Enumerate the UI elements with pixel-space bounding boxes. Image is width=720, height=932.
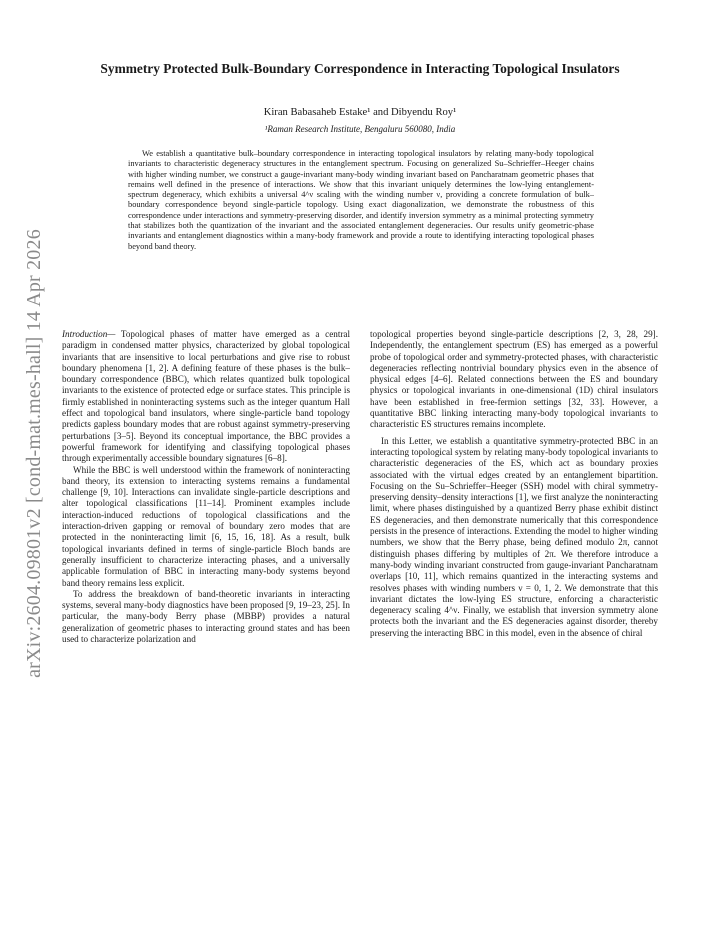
author-affiliation: ¹Raman Research Institute, Bengaluru 560080, India — [264, 124, 456, 134]
paper-title: Symmetry Protected Bulk-Boundary Correspondence in Interacting Topological Insulators — [100, 61, 620, 76]
intro-paragraph-4: topological properties beyond single-particle descriptions [2, 3, 28, 29]. Independently, the entanglement spectrum (ES) has emerged as a powerful probe of topological order and symmetry-protected phases, with characteristic degeneracies reflecting nontrivial boundary physics even in the absence of physical edges [4–6]. Related connections between the ES and boundary physics or topological invariants in one-dimensional (1D) chiral insulators have been established in free-fermion settings [32, 33]. However, a quantitative BBC linking interacting many-body topological invariants to characteristic ES structures remains incomplete. — [370, 329, 658, 430]
arxiv-identifier-stamp — [22, 228, 46, 678]
intro-paragraph-3: To address the breakdown of band-theoretic invariants in interacting systems, several many-body diagnostics have been proposed [9, 19–23, 25]. In particular, the many-body Berry phase (MBBP) provides a natural generalization of geometric phases to interacting ground states and has been used to characterize polarization and — [62, 588, 350, 645]
intro-paragraph-2: While the BBC is well understood within the framework of noninteracting band theory, its extension to interacting systems remains a fundamental challenge [9, 10]. Interactions can invalidate single-particle descriptions and alter topological classifications [11–14]. Prominent examples include interaction-induced reductions of topological classifications and the interaction-driven gapping or removal of boundary zero modes that are protected in the noninteracting limit [6, 15, 16, 18]. As a result, bulk topological invariants defined in terms of single-particle Bloch bands are generally insufficient to characterize interacting phases, and a universally applicable formulation of BBC in interacting many-body systems beyond band theory remains less explicit. — [62, 464, 350, 588]
right-column — [370, 329, 658, 639]
abstract: We establish a quantitative bulk–boundary correspondence in interacting topological insulators by relating many-body topological invariants to characteristic degeneracy structures in the entanglement spectrum. Focusing on generalized Su–Schrieffer–Heeger chains with higher winding number, we construct a gauge-invariant many-body winding invariant based on Pancharatnam geometric phases that remains well defined in the presence of interactions. We show that this invariant uniquely determines the low-lying entanglement-spectrum degeneracy, which exhibits a universal 4^ν scaling with the winding number ν, providing a concrete formulation of bulk–boundary correspondence beyond single-particle topology. Using exact diagonalization, we demonstrate the robustness of this correspondence under interactions and symmetry-preserving disorder, and identify inversion symmetry as a minimal protecting symmetry that stabilizes both the quantization of the invariant and the associated entanglement degeneracies. Our results unify geometric-phase invariants and entanglement diagnostics within a many-body framework and provide a route to identifying interacting topological phases beyond band theory. — [128, 149, 594, 251]
intro-paragraph-5: In this Letter, we establish a quantitative symmetry-protected BBC in an interacting topological system by relating many-body topological invariants to characteristic degeneracies of the ES, which act as boundary proxies associated with the virtual edges created by an entanglement bipartition. Focusing on the Su–Schrieffer–Heeger (SSH) model with chiral symmetry-preserving density–density interactions [1], we first analyze the noninteracting limit, where phases distinguished by a quantized Berry phase exhibit distinct ES degeneracies, and then demonstrate numerically that this correspondence persists in the presence of interactions. Extending the model to higher winding numbers, we show that the Berry phase, being defined modulo 2π, cannot distinguish phases differing by multiples of 2π. We therefore introduce a many-body winding invariant constructed from gauge-invariant Pancharatnam overlaps [10, 11], which remains quantized in the interacting systems and resolves phases with winding numbers ν = 0, 1, 2. We demonstrate that this invariant dictates the low-lying ES structure, enforcing a characteristic degeneracy scaling 4^ν. Finally, we establish that inversion symmetry alone protects both the invariant and the ES degeneracies against disorder, thereby preserving the interacting BBC in this model, even in the absence of chiral — [370, 435, 658, 638]
section-lead-introduction: Introduction— — [62, 329, 116, 339]
arxiv-identifier-text: arXiv:2604.09801v2 [cond-mat.mes-hall] 14 Apr 2026 — [22, 228, 45, 678]
intro-paragraph-1 — [62, 329, 350, 465]
left-column — [62, 329, 350, 645]
intro-paragraph-1-text: Topological phases of matter have emerged as a central paradigm in condensed matter physics, characterized by global topological invariants that are insensitive to local perturbations and give rise to robust boundary phenomena [1, 2]. A defining feature of these phases is the bulk–boundary correspondence (BBC), which relates quantized bulk topological invariants to the existence of protected edge or surface states. This principle is firmly established in noninteracting systems such as the integer quantum Hall effect and topological band insulators, where single-particle band topology predicts gapless boundary modes that are robust against symmetry-preserving perturbations [3–5]. Beyond its conceptual importance, the BBC provides a powerful framework for identifying and classifying topological phases through experimentally accessible boundary signatures [6–8]. — [62, 329, 350, 464]
author-list: Kiran Babasaheb Estake¹ and Dibyendu Roy¹ — [263, 107, 457, 118]
